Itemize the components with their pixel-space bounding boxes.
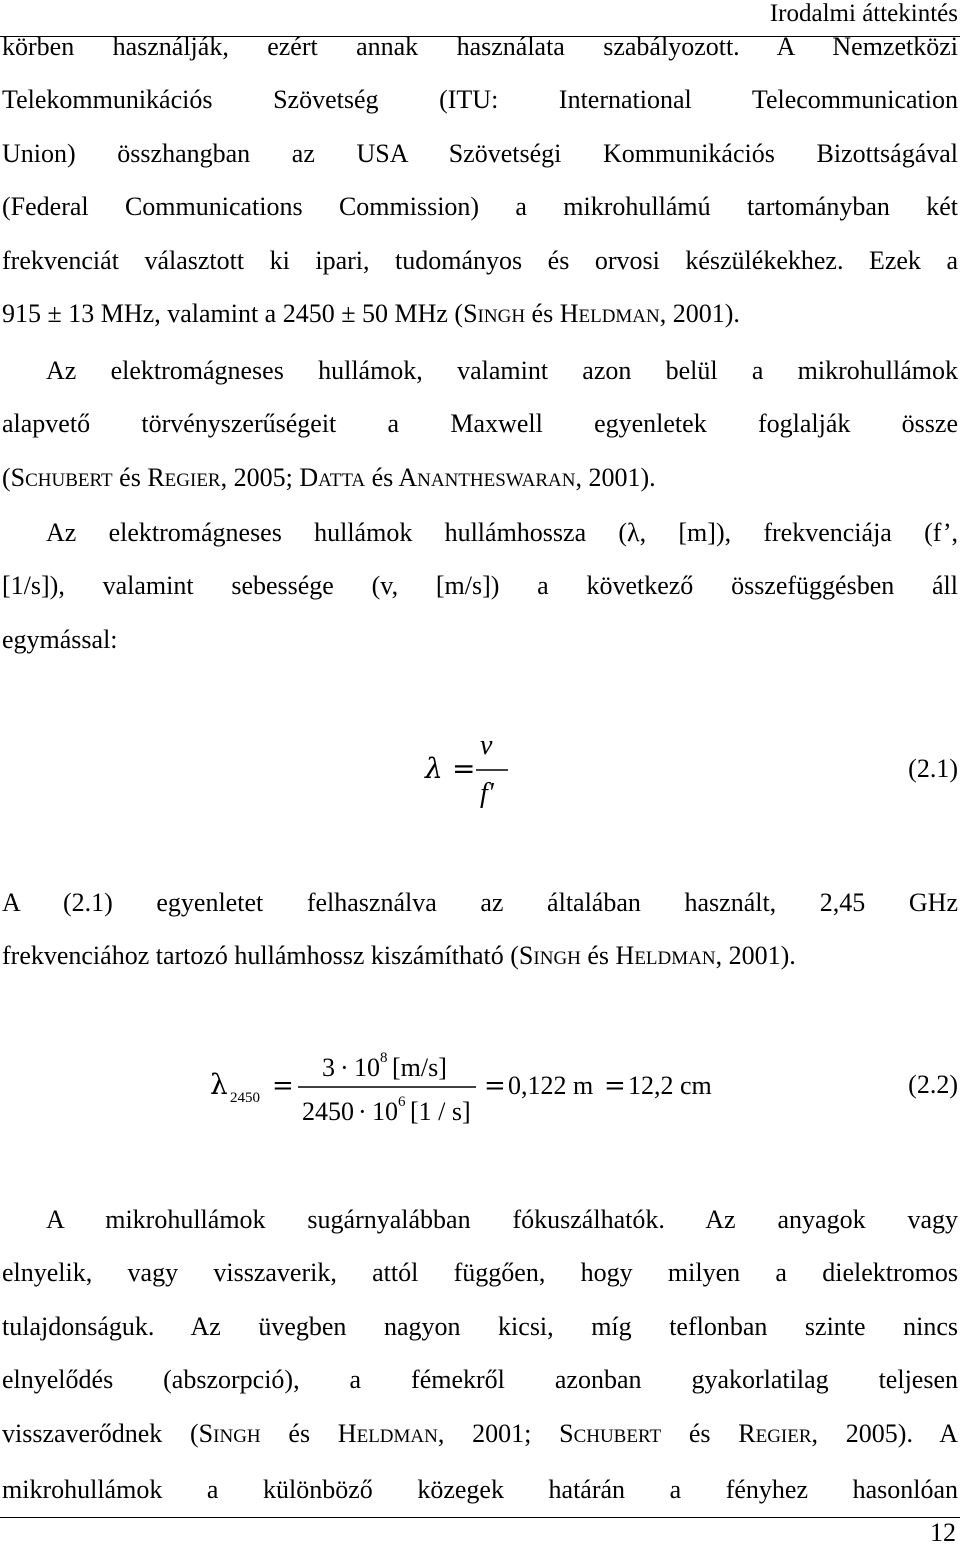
paragraph-2	[2, 344, 958, 507]
text-line: egymással:	[2, 624, 118, 654]
result-centimeters: 12,2 cm	[628, 1071, 712, 1100]
header-title: Irodalmi áttekintés	[769, 0, 958, 27]
equals-sign-2: =	[484, 1071, 506, 1101]
denominator-exponent: 6	[398, 1094, 406, 1110]
numerator-exponent: 8	[380, 1050, 388, 1066]
equation-label: (2.2)	[908, 1070, 958, 1099]
text-line: [1/s]), valamint sebessége (v, [m/s]) a következő összefüggésben áll	[2, 571, 958, 601]
text-line: Az elektromágneses hullámok hullámhossza (λ, [m]), frekvenciája (f’,	[46, 518, 958, 547]
paragraph-5	[2, 1193, 958, 1516]
equals-sign: =	[272, 1071, 294, 1101]
text-line: alapvető törvényszerűségeit a Maxwell egyenletek foglalják össze	[2, 409, 958, 439]
lambda-subscript: 2450	[230, 1090, 260, 1106]
numerator-v: v	[480, 730, 493, 761]
text-line: (SCHUBERT és REGIER, 2005; DATTA és ANANTHESWARAN, 2001).	[2, 462, 656, 492]
text-line: visszaverődnek (SINGH és HELDMAN, 2001; SCHUBERT és REGIER, 2005). A	[2, 1418, 959, 1448]
text-line: tulajdonságuk. Az üvegben nagyon kicsi, míg teflonban szinte nincs	[2, 1311, 958, 1341]
equals-sign-3: =	[604, 1071, 626, 1101]
equation-2-2	[0, 1040, 960, 1140]
denominator-dot: ·	[358, 1097, 367, 1126]
equation-label: (2.1)	[908, 754, 958, 783]
denominator-2450: 2450	[302, 1097, 354, 1126]
text-line: frekvenciához tartozó hullámhossz kiszámítható (SINGH és HELDMAN, 2001).	[2, 941, 796, 971]
equation-2-1	[0, 728, 960, 828]
denominator-unit: [1 / s]	[410, 1097, 471, 1126]
lambda-symbol: λ	[425, 752, 443, 785]
text-line: elnyelődés (abszorpció), a fémekről azonban gyakorlatilag teljesen	[2, 1365, 958, 1395]
result-meters: 0,122 m	[508, 1071, 594, 1100]
page-number: 12	[930, 1518, 956, 1547]
equals-sign: =	[452, 752, 476, 785]
denominator-10: 10	[372, 1097, 398, 1126]
text-line: mikrohullámok a különböző közegek határán a fényhez hasonlóan	[2, 1475, 958, 1505]
paragraph-4	[2, 876, 958, 986]
lambda-symbol: λ	[210, 1068, 228, 1101]
numerator-unit: [m/s]	[392, 1053, 447, 1082]
text-line: frekvenciát választott ki ipari, tudományos és orvosi készülékekhez. Ezek a	[2, 245, 958, 275]
text-line: A (2.1) egyenletet felhasználva az általában használt, 2,45 GHz	[2, 888, 958, 917]
numerator-3: 3	[322, 1053, 335, 1082]
numerator-10: 10	[354, 1053, 380, 1082]
text-line: elnyelik, vagy visszaverik, attól függően, hogy milyen a dielektromos	[2, 1258, 958, 1288]
text-line: körben használják, ezért annak használata szabályozott. A Nemzetközi	[2, 32, 958, 61]
text-line: A mikrohullámok sugárnyalábban fókuszálhatók. Az anyagok vagy	[46, 1205, 958, 1234]
footer-rule	[0, 1517, 960, 1518]
text-line: Az elektromágneses hullámok, valamint azon belül a mikrohullámok	[46, 356, 958, 385]
text-line: 915 ± 13 MHz, valamint a 2450 ± 50 MHz (SINGH és HELDMAN, 2001).	[2, 299, 740, 329]
paragraph-3	[2, 506, 958, 666]
text-line: (Federal Communications Commission) a mikrohullámú tartományban két	[2, 192, 958, 222]
numerator-dot: ·	[340, 1053, 349, 1082]
denominator-f: f'	[480, 778, 494, 809]
text-line: Telekommunikációs Szövetség (ITU: International Telecommunication	[2, 85, 958, 115]
paragraph-1	[2, 20, 958, 343]
equation-2-2-graphic	[0, 1040, 960, 1140]
text-line: Union) összhangban az USA Szövetségi Kommunikációs Bizottságával	[2, 138, 958, 168]
equation-2-1-graphic	[0, 728, 960, 828]
